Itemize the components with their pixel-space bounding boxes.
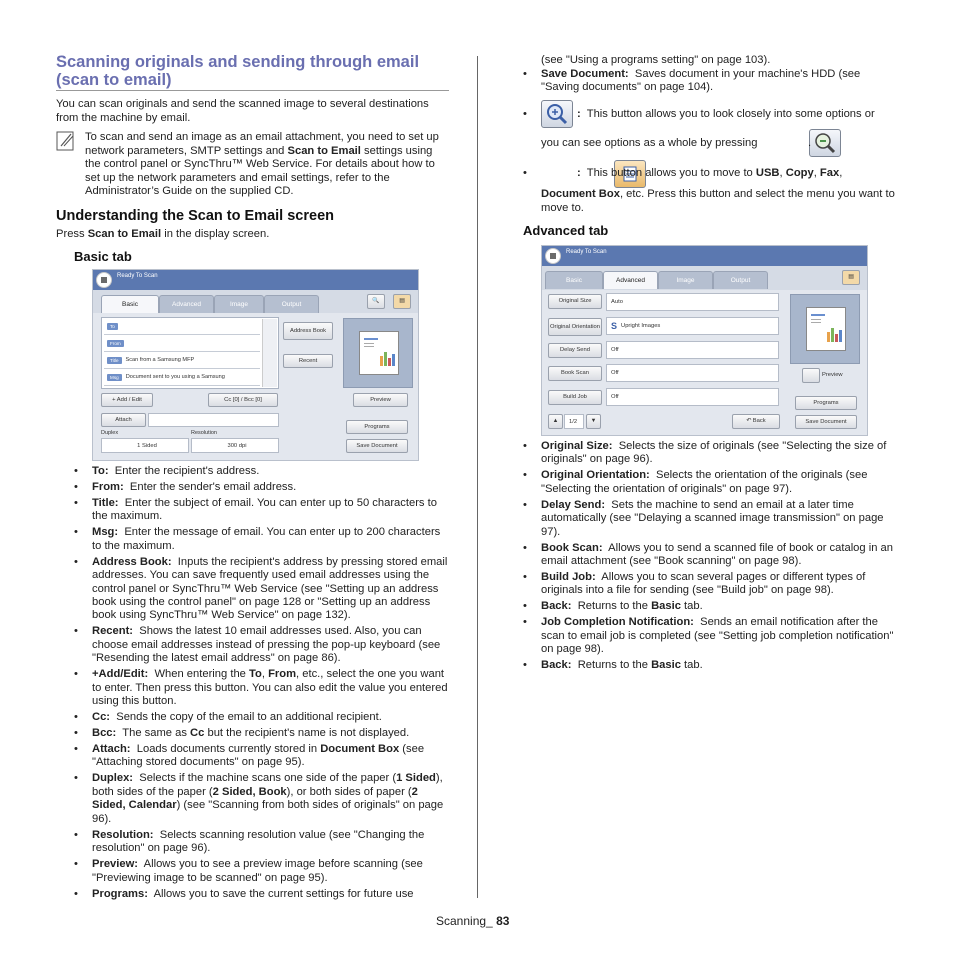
adv-programs-button[interactable]: Programs (795, 396, 857, 410)
adv-status-bar (542, 246, 867, 266)
status-bar (93, 270, 418, 290)
attach-field[interactable] (148, 413, 279, 427)
tab-advanced[interactable]: Advanced (159, 295, 214, 313)
delay-send-button[interactable]: Delay Send (548, 343, 602, 358)
bullet-cc: • Cc: Sends the copy of the email to an additional recipient. (74, 711, 452, 724)
zoom-icon[interactable]: 🔍 (367, 294, 385, 309)
bullet-to: • To: Enter the recipient's address. (74, 465, 452, 478)
preview-button[interactable]: Preview (353, 393, 408, 407)
home-icon (96, 272, 112, 288)
adv-preview-thumbnail (806, 307, 846, 351)
adv-tab-output[interactable]: Output (713, 271, 768, 289)
section-heading: Understanding the Scan to Email screen (56, 208, 334, 224)
bullet-original-orientation: • Original Orientation: Selects the orientation of the originals (see "Selecting the orientation of originals" on page 97). (523, 469, 899, 496)
page-indicator: 1/2 (564, 414, 584, 429)
book-scan-value[interactable]: Off (606, 364, 779, 382)
duplex-label: Duplex (101, 430, 119, 436)
build-job-value[interactable]: Off (606, 388, 779, 406)
add-edit-button[interactable]: + Add / Edit (101, 393, 153, 407)
note-icon (56, 131, 76, 151)
bullet-job-completion: • Job Completion Notification: Sends an email notification after the scan to email job is completed (see "Setting job completion notification" on page 98). (523, 616, 899, 656)
bullet-preview: • Preview: Allows you to see a preview image before scanning (see "Previewing image to be scanned" on page 95). (74, 858, 452, 885)
row-from[interactable]: From (104, 335, 260, 352)
move-description: : This button allows you to move to USB, Copy, Fax, (577, 167, 843, 179)
row-title[interactable]: Title Scan from a Samsung MFP (104, 352, 260, 369)
back-button[interactable]: ↶ Back (732, 414, 780, 429)
page-title: Scanning originals and sending through email (scan to email) (56, 53, 420, 89)
preview-thumbnail (359, 331, 399, 375)
zoom-in-description: : This button allows you to look closely into some options or (577, 108, 875, 120)
bullet-back-2: • Back: Returns to the Basic tab. (523, 659, 899, 672)
bullet-delay-send: • Delay Send: Sets the machine to send an email at a later time automatically (see "Delaying a scanned image transmission" on page 97). (523, 499, 899, 539)
adv-tab-advanced[interactable]: Advanced (603, 271, 658, 289)
bullet-book-scan: • Book Scan: Allows you to send a scanned file of book or catalog in an email attachment (see "Book scanning" on page 98). (523, 542, 899, 569)
bullet-msg: • Msg: Enter the message of email. You can enter up to 200 characters to the maximum. (74, 526, 452, 553)
adv-home-icon (545, 248, 561, 264)
column-divider (477, 56, 478, 898)
programs-button[interactable]: Programs (346, 420, 408, 434)
tab-basic[interactable]: Basic (101, 295, 159, 313)
list-scrollbar[interactable] (262, 319, 277, 387)
cc-bcc-button[interactable]: Cc [0] / Bcc [0] (208, 393, 278, 407)
original-orientation-value[interactable]: S Upright Images (606, 317, 779, 335)
address-list (101, 317, 279, 389)
tab-image[interactable]: Image (214, 295, 264, 313)
move-description-cont: Document Box, etc. Press this button and select the menu you want to move to. (541, 188, 895, 214)
basic-tab-screenshot (92, 269, 419, 461)
adv-tab-image[interactable]: Image (658, 271, 713, 289)
basic-tab-heading: Basic tab (74, 249, 132, 264)
period: . (808, 137, 812, 149)
bullet-address-book: • Address Book: Inputs the recipient's address by pressing stored email addresses. You can save frequently used email addresses using the control panel or SyncThru™ Web Service (see "Setting up an address book using the control panel" on page 128 or "Setting up an address book using SyncThru™ Web Service" on page 132). (74, 556, 452, 623)
bullet-marker: • (523, 108, 527, 120)
adv-save-document-button[interactable]: Save Document (795, 415, 857, 429)
adv-preview-label: Preview (822, 372, 843, 378)
bullet-duplex: • Duplex: Selects if the machine scans one side of the paper (1 Sided), both sides of the paper (2 Sided, Book), or both sides of paper (2 Sided, Calendar) (see "Scanning from both sides of originals" on page 96). (74, 772, 452, 826)
attach-button[interactable]: Attach (101, 413, 146, 427)
bullet-marker-2: • (523, 167, 527, 179)
original-orientation-button[interactable]: Original Orientation (548, 318, 602, 336)
page-up-button[interactable]: ▲ (548, 414, 563, 429)
adv-status-text: Ready To Scan (566, 249, 607, 255)
bullet-original-size: • Original Size: Selects the size of originals (see "Selecting the size of originals" on page 96). (523, 440, 899, 467)
tab-strip (93, 290, 418, 313)
bullet-back-1: • Back: Returns to the Basic tab. (523, 600, 899, 613)
back-arrow-icon: ↶ (746, 418, 753, 425)
zoom-in-icon (541, 100, 573, 128)
recent-button[interactable]: Recent (283, 354, 333, 368)
zoom-out-description: you can see options as a whole by pressing (541, 137, 758, 149)
advanced-tab-screenshot (541, 245, 868, 436)
adv-tab-basic[interactable]: Basic (545, 271, 603, 289)
zoom-out-icon (809, 129, 841, 157)
basic-bullet-list (74, 465, 452, 904)
advanced-tab-heading: Advanced tab (523, 223, 609, 238)
adv-tab-strip (542, 266, 867, 290)
bullet-recent: • Recent: Shows the latest 10 email addresses used. Also, you can choose email addresses instead of pressing the pop-up keyboard (see "Resending the latest email address" on page 86). (74, 625, 452, 665)
delay-send-value[interactable]: Off (606, 341, 779, 359)
address-book-button[interactable]: Address Book (283, 322, 333, 340)
programs-continued: (see "Using a programs setting" on page 103). (541, 54, 771, 66)
row-to[interactable]: To (104, 318, 260, 335)
bullet-resolution: • Resolution: Selects scanning resolution value (see "Changing the resolution" on page 96). (74, 829, 452, 856)
resolution-label: Resolution (191, 430, 217, 436)
bullet-add-edit: • +Add/Edit: When entering the To, From, etc., select the one you want to enter. Then press this button. You can also edit the value you entered using this button. (74, 668, 452, 708)
duplex-selector[interactable]: 1 Sided (101, 438, 189, 453)
orientation-icon: S (611, 321, 618, 331)
press-instruction: Press Scan to Email in the display screen. (56, 228, 270, 240)
save-document-list (523, 68, 899, 97)
note-paragraph: To scan and send an image as an email attachment, you need to set up network parameters, SMTP settings and Scan to Email settings using the control panel or SyncThru™ Web Service. For details about how to set up the network parameters and email settings, refer to the Administrator’s Guide on the supplied CD. (85, 131, 439, 197)
bullet-attach: • Attach: Loads documents currently stored in Document Box (see "Attaching stored documents" on page 95). (74, 743, 452, 770)
bullet-programs: • Programs: Allows you to save the current settings for future use (74, 888, 452, 901)
intro-paragraph: You can scan originals and send the scanned image to several destinations from the machine by email. (56, 98, 429, 124)
preview-pane (343, 318, 413, 388)
page-down-button[interactable]: ▼ (586, 414, 601, 429)
row-msg[interactable]: Msg Document sent to you using a Samsung (104, 369, 260, 386)
title-rule (56, 90, 449, 91)
adv-move-menu-icon[interactable]: ▤ (842, 270, 860, 285)
page-footer: Scanning_ 83 (436, 914, 510, 928)
bullet-from: • From: Enter the sender's email address. (74, 481, 452, 494)
book-scan-button[interactable]: Book Scan (548, 366, 602, 381)
tab-output[interactable]: Output (264, 295, 319, 313)
adv-preview-pane (790, 294, 860, 364)
original-size-value[interactable]: Auto (606, 293, 779, 311)
save-document-button[interactable]: Save Document (346, 439, 408, 453)
status-text: Ready To Scan (117, 273, 158, 279)
bullet-save-document: • Save Document: Saves document in your machine's HDD (see "Saving documents" on page 104). (523, 68, 899, 95)
bullet-bcc: • Bcc: The same as Cc but the recipient's name is not displayed. (74, 727, 452, 740)
advanced-bullet-list (523, 440, 899, 675)
move-menu-icon[interactable]: ▤ (393, 294, 411, 309)
bullet-title: • Title: Enter the subject of email. You can enter up to 50 characters to the maximum. (74, 497, 452, 524)
bullet-build-job: • Build Job: Allows you to scan several pages or different types of originals into a file for sending (see "Build job" on page 98). (523, 571, 899, 598)
resolution-selector[interactable]: 300 dpi (191, 438, 279, 453)
adv-preview-checkbox[interactable] (802, 368, 820, 383)
build-job-button[interactable]: Build Job (548, 390, 602, 405)
original-size-button[interactable]: Original Size (548, 294, 602, 309)
